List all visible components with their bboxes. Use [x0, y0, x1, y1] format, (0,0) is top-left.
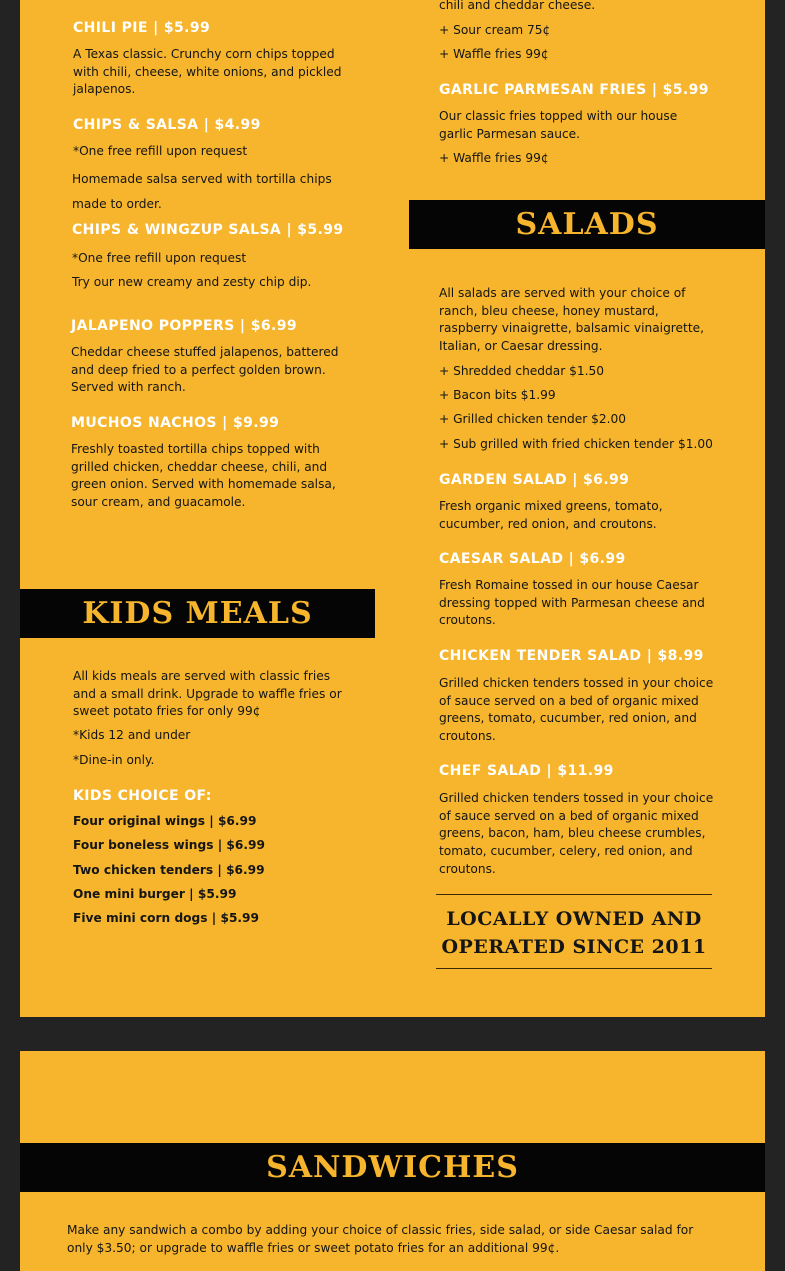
garlic-fries-desc: Our classic fries topped with our house garlic Parmesan sauce. [439, 109, 678, 141]
tagline-top-rule [436, 894, 712, 895]
jalapeno-poppers-desc: Cheddar cheese stuffed jalapenos, battered and deep fried to a perfect golden brown. Served with ranch. [71, 345, 339, 395]
chicken-tender-salad-title: CHICKEN TENDER SALAD | $8.99 [439, 648, 704, 664]
caesar-salad-desc: Fresh Romaine tossed in our house Caesar dressing topped with Parmesan cheese and croutons. [439, 578, 705, 628]
salad-addon: + Sub grilled with fried chicken tender $1.00 [439, 437, 713, 451]
kids-item: Four boneless wings | $6.99 [73, 838, 265, 852]
chips-wingzup-title: CHIPS & WINGZUP SALSA | $5.99 [72, 222, 344, 238]
kids-item: Four original wings | $6.99 [73, 814, 257, 828]
sandwiches-bar [20, 1143, 765, 1192]
kids-intro: All kids meals are served with classic fries and a small drink. Upgrade to waffle fries or sweet potato fries for only 99¢ [73, 669, 342, 719]
chips-wingzup-note: *One free refill upon request [72, 251, 247, 265]
chicken-tender-salad-desc: Grilled chicken tenders tossed in your choice of sauce served on a bed of organic mixed greens, tomato, cucumber, red onion, and croutons. [439, 676, 714, 744]
chef-salad-title: CHEF SALAD | $11.99 [439, 763, 614, 779]
garden-salad-title: GARDEN SALAD | $6.99 [439, 472, 630, 488]
tagline-bottom-rule [436, 968, 712, 969]
chips-salsa-note: *One free refill upon request [73, 144, 248, 158]
caesar-salad-title: CAESAR SALAD | $6.99 [439, 551, 626, 567]
kids-meals-heading: KIDS MEALS [82, 596, 313, 631]
chili-pie-title: CHILI PIE | $5.99 [73, 20, 211, 36]
garden-salad-desc: Fresh organic mixed greens, tomato, cucumber, red onion, and croutons. [439, 499, 663, 531]
chili-pie-desc: A Texas classic. Crunchy corn chips topped with chili, cheese, white onions, and pickled jalapenos. [73, 47, 342, 97]
chef-salad-desc: Grilled chicken tenders tossed in your choice of sauce served on a bed of organic mixed greens, bacon, ham, bleu cheese crumbles, tomato, cucumber, celery, red onion, and croutons. [439, 791, 714, 876]
tagline [436, 905, 712, 961]
kids-meals-bar [20, 589, 375, 638]
addon-sour-cream: + Sour cream 75¢ [439, 23, 551, 37]
salads-intro: All salads are served with your choice of ranch, bleu cheese, honey mustard, raspberry vinaigrette, balsamic vinaigrette, Italian, or Caesar dressing. [439, 286, 704, 354]
chips-salsa-desc: Homemade salsa served with tortilla chips made to order. [72, 172, 332, 211]
kids-item: One mini burger | $5.99 [73, 887, 237, 901]
garlic-fries-addon: + Waffle fries 99¢ [439, 151, 549, 165]
salad-addon: + Grilled chicken tender $2.00 [439, 412, 627, 426]
jalapeno-poppers-title: JALAPENO POPPERS | $6.99 [71, 318, 297, 334]
salad-addon: + Shredded cheddar $1.50 [439, 364, 605, 378]
tagline-line-1: LOCALLY OWNED AND [446, 908, 702, 930]
salads-bar [409, 200, 765, 249]
tagline-line-2: OPERATED SINCE 2011 [441, 936, 707, 958]
salads-heading: SALADS [515, 207, 659, 242]
muchos-nachos-desc: Freshly toasted tortilla chips topped with grilled chicken, cheddar cheese, chili, and green onion. Served with homemade salsa, sour cream, and guacamole. [71, 442, 336, 510]
addon-waffle-fries: + Waffle fries 99¢ [439, 47, 549, 61]
sandwiches-heading: SANDWICHES [266, 1150, 519, 1185]
kids-choice-title: KIDS CHOICE OF: [73, 788, 212, 804]
chips-wingzup-desc: Try our new creamy and zesty chip dip. [72, 275, 312, 289]
kids-note-dine-in: *Dine-in only. [73, 753, 155, 767]
salad-addon: + Bacon bits $1.99 [439, 388, 556, 402]
sandwiches-intro: Make any sandwich a combo by adding your choice of classic fries, side salad, or side Caesar salad for only $3.50; or upgrade to waffle fries or sweet potato fries for an additional 99¢. [67, 1223, 694, 1255]
fries-desc-tail: chili and cheddar cheese. [439, 0, 596, 12]
kids-item: Two chicken tenders | $6.99 [73, 863, 265, 877]
muchos-nachos-title: MUCHOS NACHOS | $9.99 [71, 415, 280, 431]
garlic-fries-title: GARLIC PARMESAN FRIES | $5.99 [439, 82, 709, 98]
kids-item: Five mini corn dogs | $5.99 [73, 911, 260, 925]
chips-salsa-title: CHIPS & SALSA | $4.99 [73, 117, 261, 133]
kids-note-age: *Kids 12 and under [73, 728, 191, 742]
